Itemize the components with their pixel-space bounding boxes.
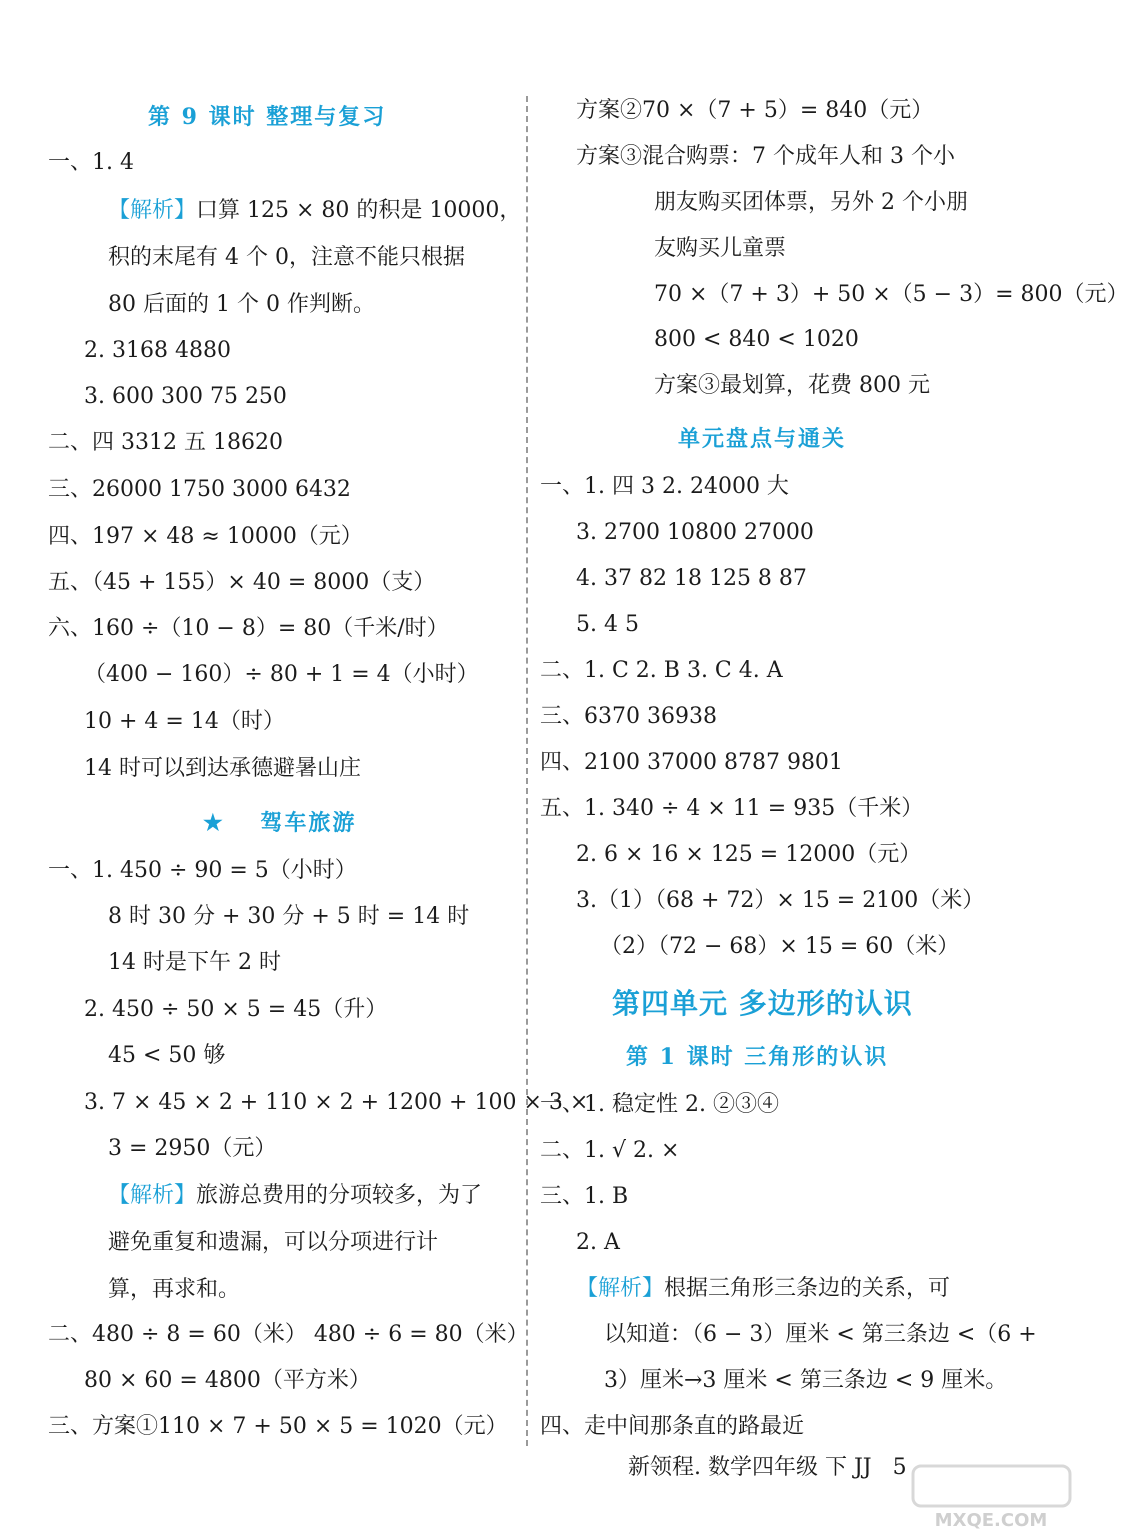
star-icon: ★ [203,810,225,836]
book-title: 新领程. 数学四年级 下 JJ [628,1455,872,1480]
analysis-line: 积的末尾有 4 个 0，注意不能只根据 [108,245,465,270]
answer-line: 3. 2700 10800 27000 [576,520,814,545]
answer-line: 一、1. 稳定性 2. ②③④ [540,1092,779,1117]
answer-line: 三、26000 1750 3000 6432 [48,477,351,502]
answer-line: 3.（1）（68 + 72）× 15 = 2100（米） [576,888,985,913]
answer-line: 方案③混合购票：7 个成年人和 3 个小 [576,144,955,169]
answer-line: 友购买儿童票 [654,236,787,261]
answer-line: 四、走中间那条直的路最近 [540,1414,805,1439]
answer-line: （2）（72 − 68）× 15 = 60（米） [600,934,960,959]
answer-line: 3 = 2950（元） [108,1136,277,1161]
answer-line: 三、1. B [540,1184,629,1209]
answer-line: 14 时可以到达承德避暑山庄 [84,756,361,781]
answer-line: 2. A [576,1230,620,1255]
answer-line: 方案②70 ×（7 + 5）= 840（元） [576,98,934,123]
answer-line: 2. 450 ÷ 50 × 5 = 45（升） [84,997,388,1022]
answer-line: 三、6370 36938 [540,704,717,729]
answer-line: 70 ×（7 + 3）+ 50 ×（5 − 3）= 800（元） [654,282,1129,307]
answer-line: 10 + 4 = 14（时） [84,709,285,734]
answer-line: 3. 600 300 75 250 [84,384,287,409]
answer-line: 800 < 840 < 1020 [654,327,859,352]
answer-line: （400 − 160）÷ 80 + 1 = 4（小时） [84,662,479,687]
answer-line: 二、四 3312 五 18620 [48,430,283,455]
answer-line: 2. 6 × 16 × 125 = 12000（元） [576,842,922,867]
answer-line: 3. 7 × 45 × 2 + 110 × 2 + 1200 + 100 × 3 × [84,1090,589,1115]
column-divider [526,96,528,1446]
analysis-line: 【解析】口算 125 × 80 的积是 10000， [108,198,522,223]
lesson9-title: 第 9 课时 整理与复习 [148,104,387,130]
analysis-line: 80 后面的 1 个 0 作判断。 [108,292,375,317]
analysis-tag: 【解析】 [108,1183,197,1208]
page-number: 5 [892,1455,907,1480]
page-footer [628,1450,907,1481]
answer-line: 四、197 × 48 ≈ 10000（元） [48,524,363,549]
lesson1-title: 第 1 课时 三角形的认识 [626,1044,889,1070]
answer-line: 80 × 60 = 4800（平方米） [84,1368,371,1393]
analysis-line: 3）厘米→3 厘米 < 第三条边 < 9 厘米。 [604,1368,1008,1393]
unit-review-title: 单元盘点与通关 [678,426,847,452]
answer-line: 45 < 50 够 [108,1043,226,1068]
answer-line: 一、1. 450 ÷ 90 = 5（小时） [48,858,357,883]
answer-line: 14 时是下午 2 时 [108,950,281,975]
answer-line: 一、1. 4 [48,150,134,175]
answer-line: 朋友购买团体票，另外 2 个小朋 [654,190,968,215]
analysis-line: 避免重复和遗漏，可以分项进行计 [108,1230,439,1255]
answer-line: 2. 3168 4880 [84,338,231,363]
answer-line: 8 时 30 分 + 30 分 + 5 时 = 14 时 [108,904,470,929]
drive-section-title: ★ 驾车旅游 [203,810,357,836]
answer-line: 一、1. 四 3 2. 24000 大 [540,474,789,499]
answer-line: 六、160 ÷（10 − 8）= 80（千米/时） [48,616,449,641]
answer-line: 二、480 ÷ 8 = 60（米） 480 ÷ 6 = 80（米） [48,1322,529,1347]
answer-line: 二、1. C 2. B 3. C 4. A [540,658,783,683]
answer-line: 四、2100 37000 8787 9801 [540,750,843,775]
answer-line: 5. 4 5 [576,612,639,637]
answer-line: 五、（45 + 155）× 40 = 8000（支） [48,570,436,595]
answer-line: 五、1. 340 ÷ 4 × 11 = 935（千米） [540,796,924,821]
analysis-line: 【解析】根据三角形三条边的关系，可 [576,1276,951,1301]
answer-line: 二、1. √ 2. × [540,1138,680,1163]
analysis-tag: 【解析】 [576,1276,665,1301]
watermark-logo [909,1462,1074,1532]
unit4-title: 第四单元 多边形的认识 [612,987,913,1020]
watermark-text: MXQE.COM [934,1510,1048,1531]
analysis-line: 【解析】旅游总费用的分项较多，为了 [108,1183,483,1208]
answer-line: 方案③最划算，花费 800 元 [654,373,930,398]
answer-line: 4. 37 82 18 125 8 87 [576,566,807,591]
answer-line: 三、方案①110 × 7 + 50 × 5 = 1020（元） [48,1414,508,1439]
analysis-tag: 【解析】 [108,198,197,223]
analysis-line: 算，再求和。 [108,1277,241,1302]
analysis-line: 以知道：（6 − 3）厘米 < 第三条边 <（6 + [604,1322,1037,1347]
